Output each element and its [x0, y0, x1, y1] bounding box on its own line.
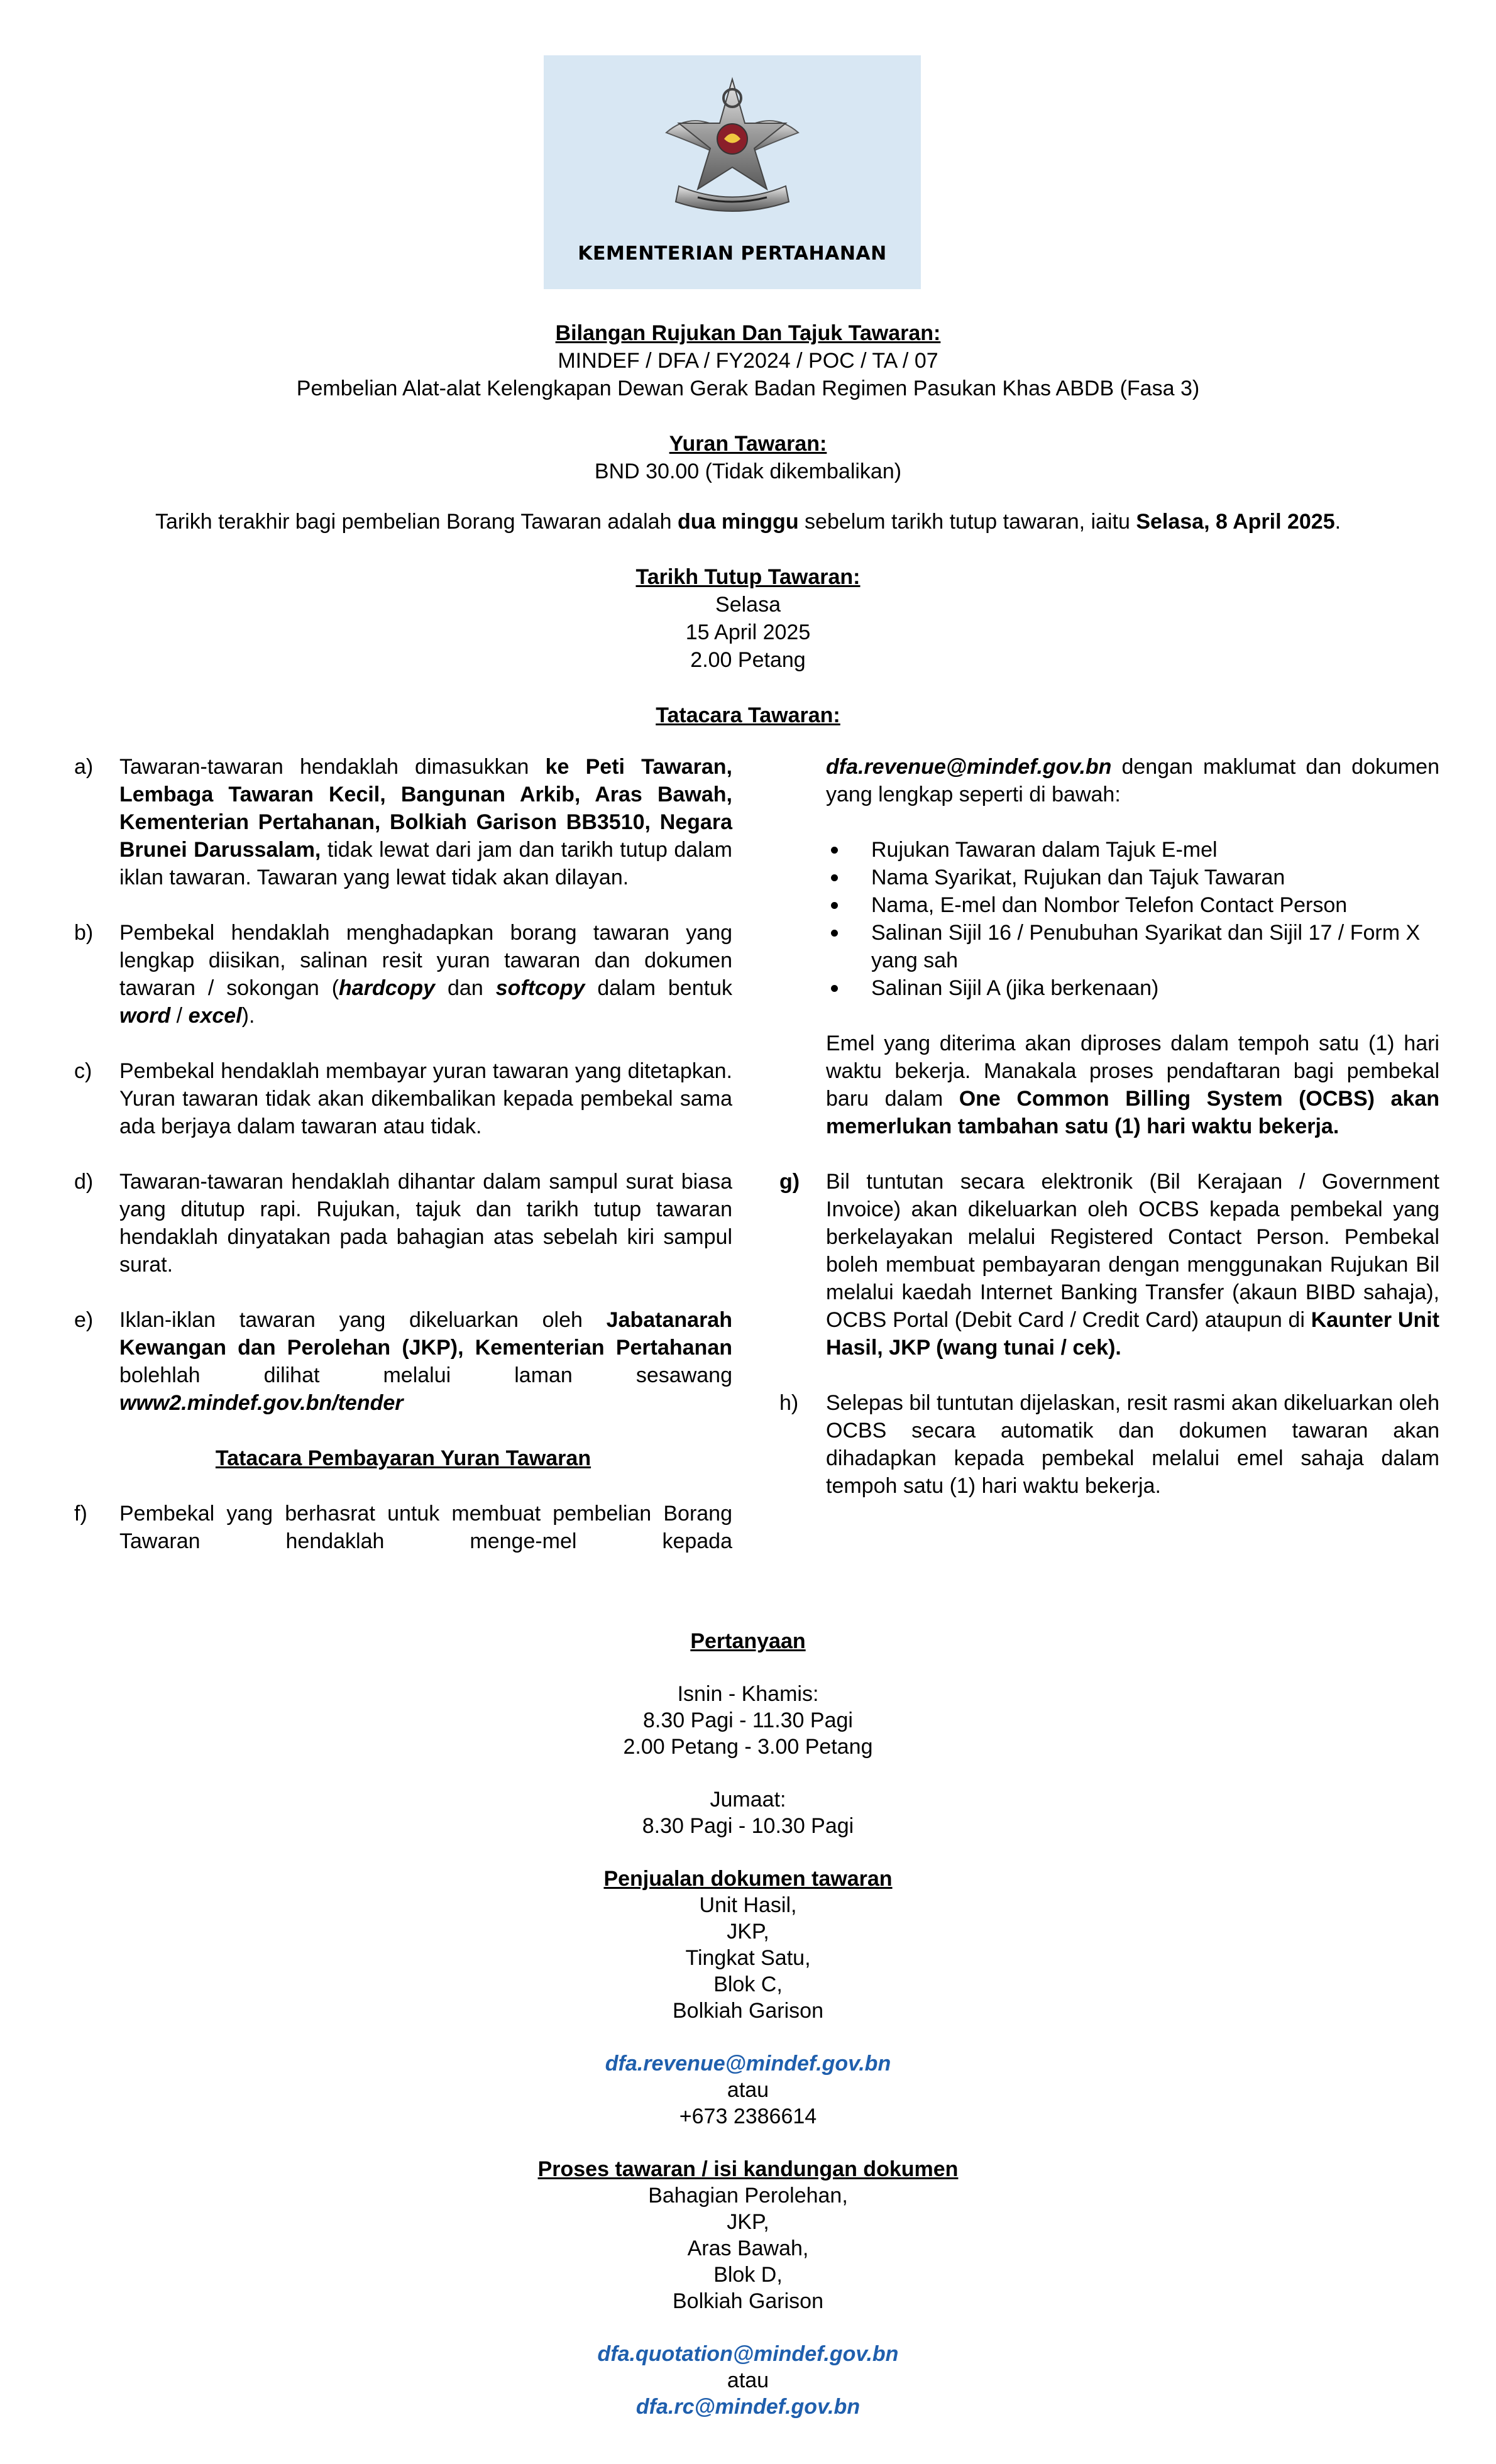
- item-text: Iklan-iklan tawaran yang dikeluarkan oleh: [119, 1308, 607, 1332]
- ministry-logo: [544, 55, 921, 289]
- or-text: atau: [727, 2368, 769, 2392]
- fee-amount: BND 30.00 (Tidak dikembalikan): [594, 459, 902, 483]
- closing-date: 15 April 2025: [685, 620, 811, 644]
- or-text: atau: [727, 2078, 769, 2102]
- address-line: Tingkat Satu,: [685, 1946, 811, 1970]
- deadline-text: Tarikh terakhir bagi pembelian Borang Tawaran adalah: [155, 510, 678, 534]
- item-text: Tawaran-tawaran hendaklah dihantar dalam sampul surat biasa yang ditutup rapi. Rujukan, tajuk dan tarikh tutup tawaran hendaklah dinyatakan pada bahagian atas sebelah kiri sampul surat.: [119, 1170, 732, 1277]
- processing-note: [826, 1030, 1439, 1140]
- closing-heading: Tarikh Tutup Tawaran:: [635, 565, 861, 589]
- reference-heading: Bilangan Rujukan Dan Tajuk Tawaran:: [555, 321, 941, 345]
- procedure-heading-block: [0, 701, 1496, 729]
- enquiry-block: [0, 1628, 1496, 2420]
- format-hardcopy: hardcopy: [339, 976, 436, 1000]
- deadline-duration: dua minggu: [677, 510, 799, 534]
- purchase-deadline: [0, 508, 1496, 536]
- friday-label: Jumaat:: [710, 1788, 786, 1812]
- left-column: [74, 753, 732, 1583]
- address-line: Blok C,: [713, 1972, 783, 1996]
- item-text: dalam bentuk: [585, 976, 732, 1000]
- logo-org-name: KEMENTERIAN PERTAHANAN: [578, 243, 887, 265]
- weekday-label: Isnin - Khamis:: [677, 1682, 819, 1706]
- fee-heading: Yuran Tawaran:: [669, 432, 827, 456]
- item-marker: a): [74, 755, 94, 779]
- item-c: [74, 1057, 732, 1140]
- deadline-text: sebelum tarikh tutup tawaran, iaitu: [798, 510, 1136, 534]
- enquiry-heading: Pertanyaan: [690, 1629, 806, 1653]
- item-f-continued: [779, 753, 1439, 808]
- item-d: [74, 1168, 732, 1279]
- address-line: Bolkiah Garison: [672, 2289, 823, 2313]
- sales-heading: Penjualan dokumen tawaran: [603, 1867, 893, 1891]
- list-item: Nama, E-mel dan Nombor Telefon Contact Person: [826, 891, 1439, 919]
- closing-block: [0, 563, 1496, 674]
- revenue-email-link[interactable]: dfa.revenue@mindef.gov.bn: [826, 755, 1112, 779]
- procedure-heading: Tatacara Tawaran:: [656, 703, 840, 727]
- format-softcopy: softcopy: [495, 976, 585, 1000]
- right-column: [779, 753, 1439, 1527]
- item-f: [74, 1500, 732, 1555]
- item-text: Tawaran-tawaran hendaklah dimasukkan: [119, 755, 546, 779]
- item-text: Pembekal yang berhasrat untuk membuat pembelian Borang Tawaran hendaklah menge-mel kepada: [119, 1502, 732, 1553]
- ministry-of-defence-crest: [654, 73, 811, 217]
- list-item: Nama Syarikat, Rujukan dan Tajuk Tawaran: [826, 864, 1439, 891]
- reference-number: MINDEF / DFA / FY2024 / POC / TA / 07: [558, 349, 938, 373]
- tender-website-link[interactable]: www2.mindef.gov.bn/tender: [119, 1391, 404, 1415]
- address-line: Bahagian Perolehan,: [648, 2184, 848, 2208]
- process-heading: Proses tawaran / isi kandungan dokumen: [537, 2157, 959, 2181]
- item-text: bolehlah dilihat melalui laman sesawang: [119, 1363, 732, 1387]
- deadline-date: Selasa, 8 April 2025: [1136, 510, 1335, 534]
- address-line: Bolkiah Garison: [672, 1999, 823, 2023]
- item-marker: b): [74, 921, 94, 945]
- item-b: [74, 919, 732, 1030]
- ocbs-note: One Common Billing System (OCBS) akan memerlukan tambahan satu (1) hari waktu bekerja.: [826, 1087, 1440, 1138]
- item-text: Pembekal hendaklah membayar yuran tawaran yang ditetapkan. Yuran tawaran tidak akan dikembalikan kepada pembekal sama ada berjaya dalam tawaran atau tidak.: [119, 1059, 732, 1138]
- reference-block: [0, 319, 1496, 402]
- item-marker: h): [779, 1391, 799, 1415]
- item-marker: c): [74, 1059, 92, 1083]
- list-item: Salinan Sijil 16 / Penubuhan Syarikat dan Sijil 17 / Form X yang sah: [826, 919, 1439, 974]
- item-e: [74, 1306, 732, 1417]
- deadline-text: .: [1334, 510, 1341, 534]
- tender-box-address: ke Peti Tawaran, Lembaga Tawaran Kecil, Bangunan Arkib, Aras Bawah, Kementerian Pertahanan, Bolkiah Garison BB3510, Negara Brunei Darussalam,: [119, 755, 732, 862]
- closing-day: Selasa: [715, 593, 781, 617]
- required-documents-list: [826, 836, 1439, 1002]
- item-h: [779, 1389, 1439, 1500]
- address-line: JKP,: [727, 1920, 769, 1944]
- item-a: [74, 753, 732, 891]
- tender-title: Pembelian Alat-alat Kelengkapan Dewan Gerak Badan Regimen Pasukan Khas ABDB (Fasa 3): [296, 377, 1200, 400]
- revenue-email-link[interactable]: dfa.revenue@mindef.gov.bn: [605, 2052, 891, 2076]
- item-text: Selepas bil tuntutan dijelaskan, resit rasmi akan dikeluarkan oleh OCBS secara automatik dan dokumen tawaran akan dihadapkan kepada pembekal melalui emel sahaja dalam tempoh satu (1) hari waktu bekerja.: [826, 1391, 1439, 1498]
- address-line: Blok D,: [713, 2263, 783, 2287]
- item-marker: d): [74, 1170, 94, 1194]
- payment-heading: Tatacara Pembayaran Yuran Tawaran: [215, 1446, 591, 1470]
- item-marker: g): [779, 1170, 800, 1194]
- item-text: Pembekal hendaklah menghadapkan borang tawaran yang lengkap diisikan, salinan resit yuran tawaran dan dokumen tawaran / sokongan (: [119, 921, 732, 1000]
- list-item: Rujukan Tawaran dalam Tajuk E-mel: [826, 836, 1439, 864]
- address-line: Unit Hasil,: [699, 1893, 797, 1917]
- address-line: Aras Bawah,: [687, 2236, 809, 2260]
- counter-location: Kaunter Unit Hasil, JKP (wang tunai / cek).: [826, 1308, 1439, 1360]
- phone-number: +673 2386614: [679, 2104, 817, 2128]
- item-text: Bil tuntutan secara elektronik (Bil Kerajaan / Government Invoice) akan dikeluarkan oleh OCBS kepada pembekal yang berkelayakan melalui Registered Contact Person. Pembekal boleh membuat pembayaran dengan menggunakan Rujukan Bil melalui kaedah Internet Banking Transfer (akaun BIBD sahaja), OCBS Portal (Debit Card / Credit Card) ataupun di: [826, 1170, 1439, 1332]
- weekday-hours: 2.00 Petang - 3.00 Petang: [623, 1735, 873, 1759]
- quotation-email-link[interactable]: dfa.quotation@mindef.gov.bn: [597, 2342, 899, 2366]
- weekday-hours: 8.30 Pagi - 11.30 Pagi: [643, 1708, 853, 1732]
- fee-block: [0, 430, 1496, 485]
- item-text: tidak lewat dari jam dan tarikh tutup dalam iklan tawaran. Tawaran yang lewat tidak akan dilayan.: [119, 838, 732, 889]
- address-line: JKP,: [727, 2210, 769, 2234]
- format-excel: excel: [188, 1004, 242, 1028]
- item-text: /: [170, 1004, 189, 1028]
- item-g: [779, 1168, 1439, 1361]
- jkp-name: Jabatanarah Kewangan dan Perolehan (JKP), Kementerian Pertahanan: [119, 1308, 732, 1360]
- item-f-details: [779, 836, 1439, 1140]
- item-marker: f): [74, 1502, 87, 1526]
- list-item: Salinan Sijil A (jika berkenaan): [826, 974, 1439, 1002]
- rc-email-link[interactable]: dfa.rc@mindef.gov.bn: [635, 2395, 861, 2419]
- item-text: dan: [435, 976, 496, 1000]
- item-marker: e): [74, 1308, 94, 1332]
- item-text: Emel yang diterima akan diproses dalam tempoh satu (1) hari waktu bekerja. Manakala proses pendaftaran bagi pembekal baru dalam: [826, 1031, 1439, 1111]
- item-text: ).: [241, 1004, 255, 1028]
- closing-time: 2.00 Petang: [690, 648, 806, 672]
- item-text: dengan maklumat dan dokumen yang lengkap seperti di bawah:: [826, 755, 1439, 806]
- friday-hours: 8.30 Pagi - 10.30 Pagi: [642, 1814, 854, 1838]
- format-word: word: [119, 1004, 171, 1028]
